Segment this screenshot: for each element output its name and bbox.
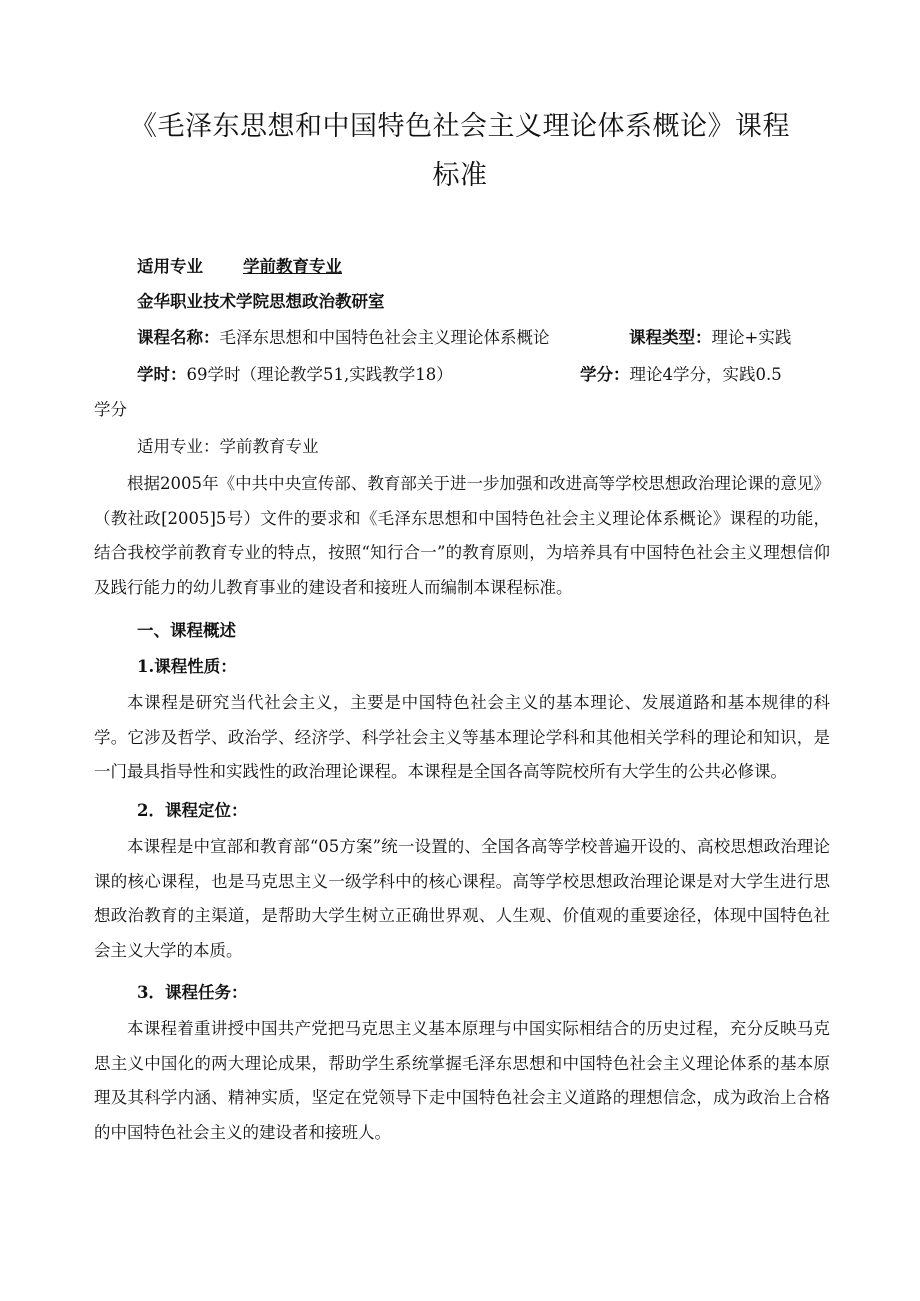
department-name: 金华职业技术学院思想政治教研室 [137,292,385,311]
course-type-label: 课程类型： [629,328,712,347]
credits-value: 理论4学分，实践0.5 [629,365,782,384]
subsection-3-heading: 3．课程任务： [137,983,248,1002]
credits-label: 学分： [580,365,630,384]
course-name-value: 毛泽东思想和中国特色社会主义理论体系概论 [219,328,550,347]
credits-wrap: 学分 [94,400,127,419]
applicable-major-value: 学前教育专业 [243,257,342,276]
major-2-label: 适用专业： [137,437,220,456]
subsection-2-heading: 2．课程定位： [137,801,248,820]
applicable-major-row [137,256,342,278]
subsection-2-paragraph: 本课程是中宣部和教育部“05方案”统一设置的、全国各高等学校普遍开设的、高校思想政治理论课的核心课程，也是马克思主义一级学科中的核心课程。高等学校思想政治理论课是对大学生进行思想政治教育的主渠道，是帮助大学生树立正确世界观、人生观、价值观的重要途径，体现中国特色社会主义大学的本质。 [94,837,830,960]
document-title-line-2: 标准 [432,160,488,191]
hours-label: 学时： [137,365,187,384]
hours-value: 69学时（理论教学51,实践教学18） [186,365,453,384]
hours-row [137,364,453,386]
applicable-major-label: 适用专业 [137,257,203,276]
major-2-value: 学前教育专业 [219,437,319,456]
credits-row [580,364,782,386]
course-name-row [137,327,550,349]
document-title-line-1: 《毛泽东思想和中国特色社会主义理论体系概论》课程 [130,111,790,142]
intro-paragraph: 根据2005年《中共中央宣传部、教育部关于进一步加强和改进高等学校思想政治理论课的意见》（教社政[2005]5号）文件的要求和《毛泽东思想和中国特色社会主义理论体系概论》课程的功能，结合我校学前教育专业的特点，按照“知行合一”的教育原则，为培养具有中国特色社会主义理想信仰及践行能力的幼儿教育事业的建设者和接班人而编制本课程标准。 [94,474,830,597]
section-1-heading: 一、课程概述 [137,621,236,640]
course-type-value: 理论+实践 [711,328,792,347]
course-type-row [629,327,791,349]
major-row-2 [137,436,319,458]
subsection-1-paragraph: 本课程是研究当代社会主义，主要是中国特色社会主义的基本理论、发展道路和基本规律的科学。它涉及哲学、政治学、经济学、科学社会主义等基本理论学科和其他相关学科的理论和知识，是一门最具指导性和实践性的政治理论课程。本课程是全国各高等院校所有大学生的公共必修课。 [94,693,830,781]
subsection-1-heading: 1.课程性质： [137,657,237,676]
subsection-3-paragraph: 本课程着重讲授中国共产党把马克思主义基本原理与中国实际相结合的历史过程，充分反映马克思主义中国化的两大理论成果，帮助学生系统掌握毛泽东思想和中国特色社会主义理论体系的基本原理及其科学内涵、精神实质，坚定在党领导下走中国特色社会主义道路的理想信念，成为政治上合格的中国特色社会主义的建设者和接班人。 [94,1019,830,1142]
course-name-label: 课程名称： [137,328,220,347]
